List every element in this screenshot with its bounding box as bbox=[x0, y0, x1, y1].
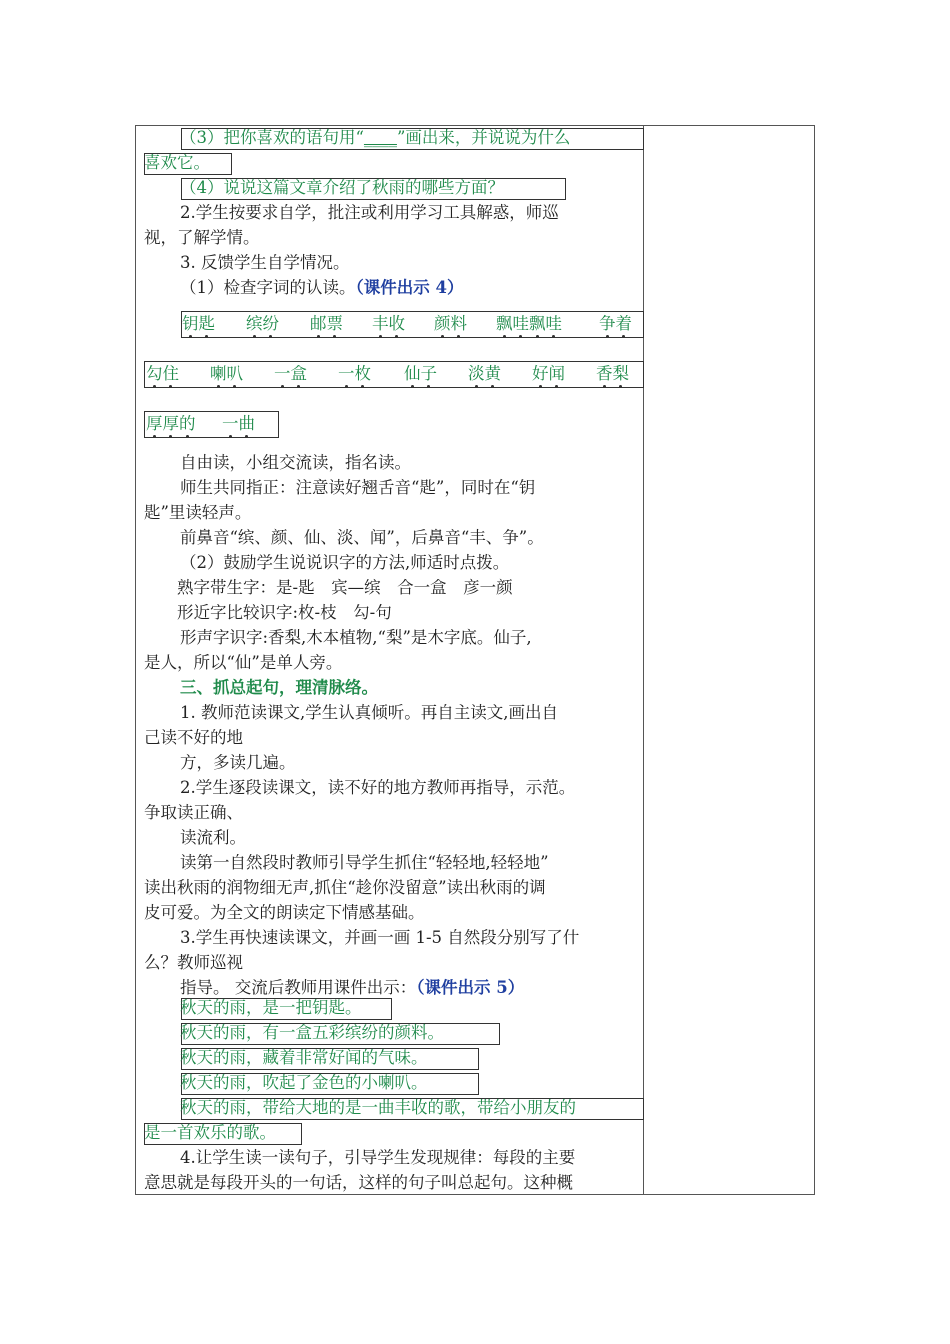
courseware-5: （课件出示 5） bbox=[416, 978, 525, 997]
vocab-word: 飘哇飘哇 bbox=[496, 314, 562, 333]
step-3: 3. 反馈学生自学情况。 bbox=[180, 253, 350, 272]
para-1-guide: 读第一自然段时教师引导学生抓住“轻轻地,轻轻地” bbox=[180, 853, 549, 872]
vocab-word: 丰收 bbox=[372, 314, 405, 333]
para-1-guide-cont-2: 皮可爱。为全文的朗读定下情感基础。 bbox=[144, 903, 425, 922]
sentence-1: 秋天的雨，是一把钥匙。 bbox=[180, 998, 362, 1017]
free-reading: 自由读，小组交流读，指名读。 bbox=[180, 453, 411, 472]
courseware-4: （课件出示 4） bbox=[355, 278, 464, 297]
correction: 师生共同指正：注意读好翘舌音“匙”，同时在“钥 bbox=[180, 478, 536, 497]
vocab-word: 一枚 bbox=[338, 364, 371, 383]
step-2-reading-cont-2: 读流利。 bbox=[180, 828, 246, 847]
step-1-cont-2: 方，多读几遍。 bbox=[180, 753, 296, 772]
phonetic-char: 形声字识字:香梨,木本植物,“梨”是木字底。仙子, bbox=[180, 628, 532, 647]
vocab-word: 厚厚的 bbox=[146, 414, 196, 433]
vocab-word: 争着 bbox=[599, 314, 632, 333]
check-words: （1）检查字词的认读。（课件出示 4） bbox=[180, 278, 464, 297]
sentence-2: 秋天的雨，有一盒五彩缤纷的颜料。 bbox=[180, 1023, 444, 1042]
question-3-cont: 喜欢它。 bbox=[144, 153, 210, 172]
vocab-word: 一曲 bbox=[222, 414, 255, 433]
vocab-word: 邮票 bbox=[310, 314, 343, 333]
step-3-quick-cont: 么？教师巡视 bbox=[144, 953, 243, 972]
literacy-methods: （2）鼓励学生说说识字的方法,师适时点拨。 bbox=[180, 553, 510, 572]
vocab-word: 缤纷 bbox=[246, 314, 279, 333]
step-4-rule-cont: 意思就是每段开头的一句话，这样的句子叫总起句。这种概 bbox=[144, 1173, 573, 1192]
nasal-sounds: 前鼻音“缤、颜、仙、淡、闻”，后鼻音“丰、争”。 bbox=[180, 528, 544, 547]
step-1-reading: 1. 教师范读课文,学生认真倾听。再自主读文,画出自 bbox=[180, 703, 558, 722]
step-4-rule: 4.让学生读一读句子，引导学生发现规律：每段的主要 bbox=[180, 1148, 576, 1167]
familiar-char: 熟字带生字：是-匙 宾—缤 合一盒 彦一颜 bbox=[177, 578, 513, 597]
phonetic-char-cont: 是人，所以“仙”是单人旁。 bbox=[144, 653, 343, 672]
vocab-word: 好闻 bbox=[532, 364, 565, 383]
vocab-word: 颜料 bbox=[434, 314, 467, 333]
vocab-word: 香梨 bbox=[596, 364, 629, 383]
sentence-3: 秋天的雨，藏着非常好闻的气味。 bbox=[180, 1048, 428, 1067]
step-2: 2.学生按要求自学，批注或利用学习工具解惑，师巡 bbox=[180, 203, 559, 222]
vocab-word: 钥匙 bbox=[182, 314, 215, 333]
vocab-word: 喇叭 bbox=[210, 364, 243, 383]
correction-cont: 匙”里读轻声。 bbox=[144, 503, 252, 522]
similar-char: 形近字比较识字:枚-枝 勾-句 bbox=[177, 603, 392, 622]
para-1-guide-cont: 读出秋雨的润物细无声,抓住“趁你没留意”读出秋雨的调 bbox=[144, 878, 546, 897]
step-3-guide: 指导。 交流后教师用课件出示：（课件出示 5） bbox=[180, 978, 525, 997]
sentence-5: 秋天的雨，带给大地的是一曲丰收的歌，带给小朋友的 bbox=[180, 1098, 576, 1117]
step-2-reading: 2.学生逐段读课文，读不好的地方教师再指导，示范。 bbox=[180, 778, 576, 797]
vocab-word: 一盒 bbox=[274, 364, 307, 383]
sentence-5-cont: 是一首欢乐的歌。 bbox=[144, 1123, 276, 1142]
lesson-table bbox=[135, 125, 815, 1195]
step-2-cont: 视，了解学情。 bbox=[144, 228, 260, 247]
vocab-word: 仙子 bbox=[404, 364, 437, 383]
question-4: （4）说说这篇文章介绍了秋雨的哪些方面？ bbox=[180, 178, 504, 197]
section-3-heading: 三、抓总起句，理清脉络。 bbox=[180, 678, 378, 697]
vocab-word: 淡黄 bbox=[468, 364, 501, 383]
vocab-word: 勾住 bbox=[146, 364, 179, 383]
question-3: （3）把你喜欢的语句用“____”画出来，并说说为什么 bbox=[180, 128, 571, 147]
step-2-reading-cont: 争取读正确、 bbox=[144, 803, 243, 822]
sentence-4: 秋天的雨，吹起了金色的小喇叭。 bbox=[180, 1073, 428, 1092]
column-divider bbox=[643, 126, 644, 1194]
step-3-quick: 3.学生再快速读课文，并画一画 1-5 自然段分别写了什 bbox=[180, 928, 580, 947]
step-1-cont: 己读不好的地 bbox=[144, 728, 243, 747]
